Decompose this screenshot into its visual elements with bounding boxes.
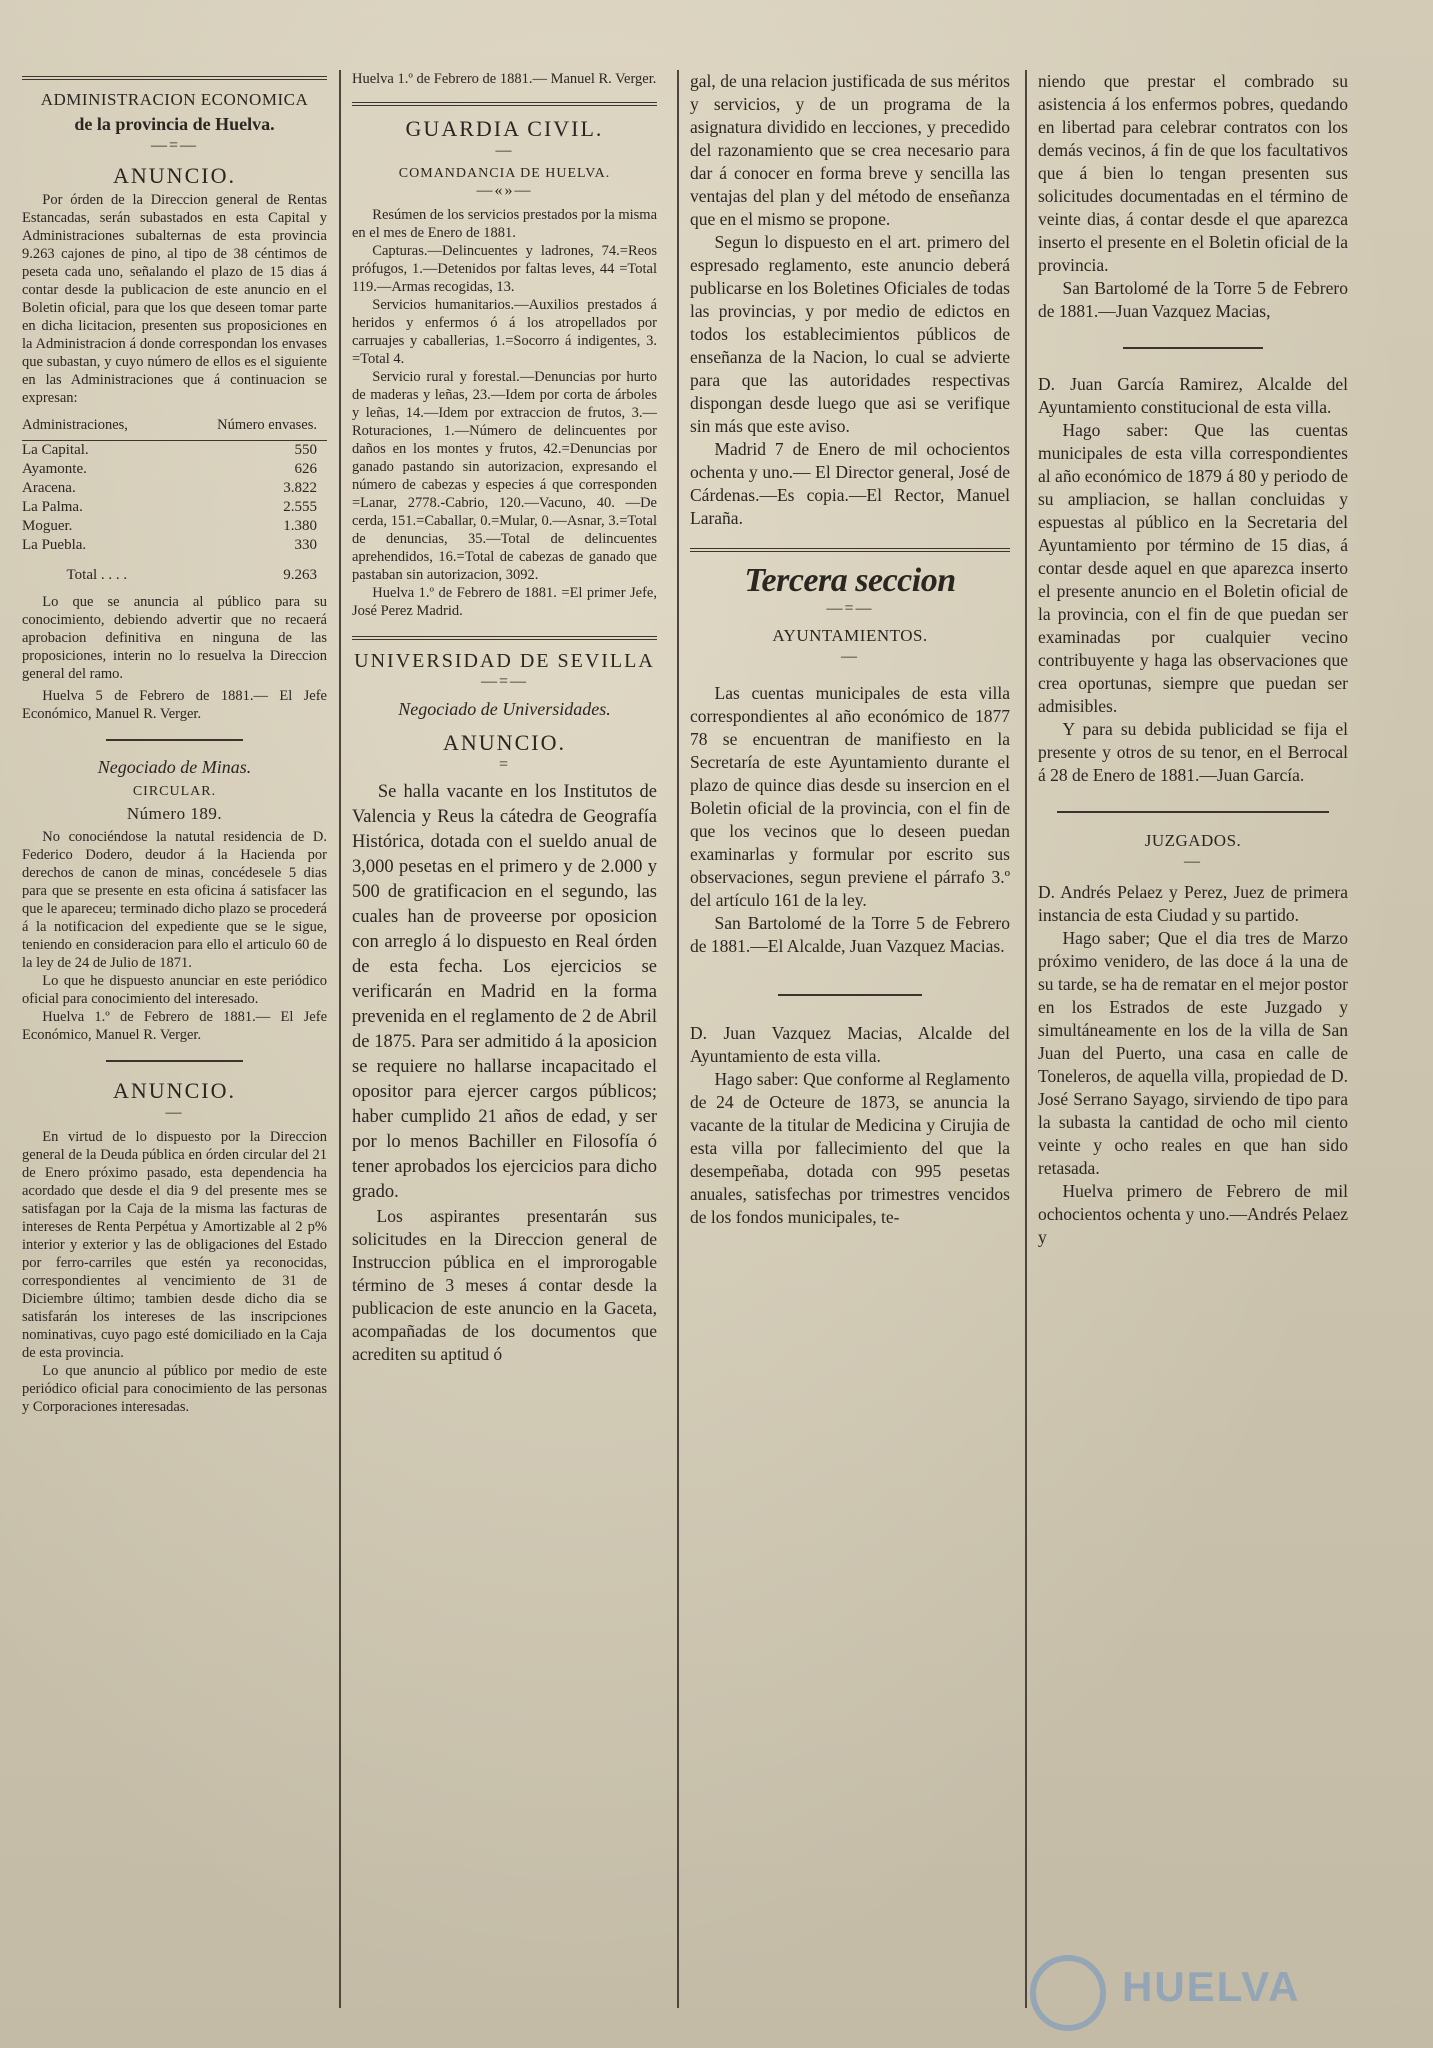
ornament-dash: —	[165, 1104, 184, 1121]
anuncio2-title: ANUNCIO.	[113, 1078, 236, 1103]
seal-icon	[1030, 1955, 1106, 2031]
section-rule	[690, 548, 1010, 552]
universidad-anuncio: ANUNCIO.	[443, 730, 566, 755]
table-row	[22, 479, 327, 498]
divider	[778, 994, 922, 996]
table-cell-name: La Capital.	[22, 442, 89, 458]
universidad-title: UNIVERSIDAD DE SEVILLA	[354, 650, 655, 672]
guardia-title: GUARDIA CIVIL.	[405, 116, 604, 141]
anuncio-title: ANUNCIO.	[113, 163, 236, 188]
juzgado-signature: Huelva primero de Febrero de mil ochocientos ochenta y uno.—Andrés Pelaez y	[1038, 1181, 1348, 1247]
table-cell-value: 2.555	[283, 499, 317, 515]
table-header-row	[22, 415, 327, 441]
table-header-admin: Administraciones,	[22, 415, 172, 441]
top-signature: Huelva 1.º de Febrero de 1881.— Manuel R. Verger.	[352, 71, 657, 87]
section-rule	[352, 636, 657, 640]
ornament-dash: —=—	[480, 673, 529, 690]
circular-number: Número 189.	[126, 804, 223, 823]
table-cell-name: La Palma.	[22, 499, 83, 515]
table-header-number: Número envases.	[172, 415, 327, 441]
juzgado-heading: D. Andrés Pelaez y Perez, Juez de primera instancia de esta Ciudad y su partido.	[1038, 882, 1348, 925]
section-subheader: de la provincia de Huelva.	[74, 114, 275, 134]
juzgado-body: Hago saber; Que el dia tres de Marzo próximo venidero, de las doce á la una de su tarde, se ha de rematar en el mejor postor en los Estrados de este Juzgado y simultáneamente en los de la villa de San Juan del Puerto, una casa en calle de Toneleros, de aquella villa, propiedad de D. José Serrano Sayago, sirviendo de tipo para la subasta la cantidad de ocho mil ciento veinte y ocho reales en que han sido retasada.	[1038, 928, 1348, 1178]
circular-label: CIRCULAR.	[132, 784, 217, 799]
table-cell-value: 1.380	[283, 518, 317, 534]
ornament-dash: =	[498, 756, 511, 773]
table-row	[22, 517, 327, 536]
comandancia-label: COMANDANCIA DE HUELVA.	[398, 166, 611, 181]
table-cell-name: La Puebla.	[22, 537, 87, 553]
column-divider	[1025, 70, 1027, 2008]
table-row	[22, 498, 327, 517]
ayuntamiento-2-heading: D. Juan Vazquez Macias, Alcalde del Ayuntamiento de esta villa.	[690, 1023, 1010, 1066]
ayuntamiento-2-body: Hago saber: Que conforme al Reglamento de 24 de Octeure de 1873, se anuncia la vacante de la titular de Medicina y Cirujia de esta villa por fallecimiento del que la desempeñaba, dotada con 995 pesetas anuales, satisfechas por trimestres vencidos de los fondos municipales, te-	[690, 1069, 1010, 1227]
column-4	[1038, 70, 1348, 2018]
divider	[1123, 347, 1263, 349]
universidad-body: Se halla vacante en los Institutos de Valencia y Reus la cátedra de Geografía Histórica, dotada con el sueldo anual de 3,000 pesetas en el primero y de 2.000 y 500 de gratificacion en el segundo, las cuales han de proveerse por oposicion con arreglo á lo dispuesto en Real órden de esta fecha. Los ejercicios se verificarán en Madrid en la forma prevenida en el reglamento de 2 de Abril de 1875. Para ser admitido á la aposicion se requiere no hallarse incapacitado el opositor para ejercer cargos públicos; haber cumplido 21 años de edad, y ser por lo menos Bachiller en Filosofía ó tener aprobados los ejercicios para dicho grado.	[352, 782, 657, 1202]
universidad-negociado: Negociado de Universidades.	[398, 699, 611, 719]
table-row	[22, 460, 327, 479]
archive-watermark	[1030, 1955, 1360, 2035]
ayuntamiento-signature: San Bartolomé de la Torre 5 de Febrero de 1881.—El Alcalde, Juan Vazquez Macias.	[690, 913, 1010, 956]
divider	[1057, 811, 1330, 813]
table-row	[22, 536, 327, 555]
guardia-signature: Huelva 1.º de Febrero de 1881. =El primer Jefe, José Perez Madrid.	[352, 585, 657, 619]
divider	[106, 1060, 243, 1062]
ornament: —«»—	[476, 182, 533, 199]
ornament-dash: —=—	[826, 600, 874, 617]
column-3	[690, 70, 1010, 2018]
ayuntamiento-3-close: Y para su debida publicidad se fija el presente y otros de su tenor, en el Berrocal á 28 de Enero de 1881.—Juan García.	[1038, 719, 1348, 785]
ornament-dash: —	[841, 648, 859, 665]
section-header: ADMINISTRACION ECONOMICA	[40, 90, 309, 109]
continuation-text: niendo que prestar el combrado su asistencia á los enfermos pobres, quedando en libertad para celebrar contratos con los demás vecinos, á fin de que los facultativos que á bien lo tengan presenten sus solicitudes documentadas en el término de veinte dias, á contar desde el que aparezca inserto el presente en el Boletin oficial de la provincia.	[1038, 71, 1348, 275]
minas-body: No conociéndose la natutal residencia de D. Federico Dodero, deudor á la Hacienda por derechos de canon de minas, concédesele 5 dias para que se presente en esta oficina á satisfacer las que le apareceu; terminado dicho plazo se procederá á la notificacion del expediente que se le sigue, teniendo en consideracion para ello el articulo 60 de la ley de 24 de Julio de 1871.	[22, 829, 327, 971]
ornament-dash: —=—	[150, 137, 199, 154]
section-rule	[352, 102, 657, 106]
table-cell-value: 3.822	[283, 480, 317, 496]
continuation-signature: San Bartolomé de la Torre 5 de Febrero de 1881.—Juan Vazquez Macias,	[1038, 278, 1348, 321]
ayuntamiento-3-body: Hago saber: Que las cuentas municipales de esta villa correspondientes al año económico de 1879 á 80 y periodo de su ampliacion, se hallan concluidas y espuestas al público en la Secretaria del Ayuntamiento por término de 15 dias, á contar desde aquel en que aparezca inserto el presente anuncio en el Boletin oficial de la provincia, con el fin de que puedan ser examinadas por cualquier vecino contribuyente y haga las observaciones que crea oportunas, siempre que puedan ser admisibles.	[1038, 420, 1348, 716]
table-cell-value: 626	[294, 461, 317, 477]
ornament-dash: —	[495, 142, 514, 159]
table-cell-name: Moguer.	[22, 518, 73, 534]
watermark-text: HUELVA	[1122, 1963, 1301, 2010]
column-2	[352, 70, 657, 2018]
minas-close: Lo que he dispuesto anunciar en este periódico oficial para conocimiento del interesado.	[22, 973, 327, 1007]
humanitarios-text: Servicios humanitarios.—Auxilios prestados á heridos y enfermos ó á los atropellados por carruajes y caballerias, 1.=Socorro á indigentes, 3. =Total 4.	[352, 297, 657, 367]
table-cell-value: 550	[294, 442, 317, 458]
table-total-value: 9.263	[283, 567, 317, 583]
column-divider	[677, 70, 679, 2008]
table-total-label: Total . . . .	[66, 567, 128, 583]
ayuntamiento-body: Las cuentas municipales de esta villa correspondientes al año económico de 1877 78 se encuentran de manifiesto en la Secretaría de este Ayuntamiento durante el plazo de quince dias desde su insercion en el Boletin oficial de la provincia, con el fin de que los vecinos que lo deseen puedan examinarlas y formular por escrito sus observaciones, segun previene el párrafo 3.º del artículo 161 de la ley.	[690, 683, 1010, 910]
continuation-text: gal, de una relacion justificada de sus méritos y servicios, y de un programa de la asignatura dividido en lecciones, y precedido del razonamiento que se crea necesario para dar á conocer en forma breve y sencilla las ventajas del plan y del método de enseñanza que en el mismo se propone.	[690, 71, 1010, 229]
anuncio-close: Lo que se anuncia al público para su conocimiento, debiendo advertir que no recaerá aprobacion definitiva en ninguna de las proposiciones, interin no lo resuelva la Direccion general del ramo.	[22, 594, 327, 682]
column-divider	[339, 70, 341, 2008]
capturas-text: Capturas.—Delincuentes y ladrones, 74.=Reos prófugos, 1.—Detenidos por faltas leves, 44 =Total 119.—Armas recogidas, 13.	[352, 243, 657, 295]
column-1	[22, 70, 327, 2018]
minas-signature: Huelva 1.º de Febrero de 1881.— El Jefe Económico, Manuel R. Verger.	[22, 1009, 327, 1043]
table-cell-value: 330	[294, 537, 317, 553]
ayuntamientos-title: AYUNTAMIENTOS.	[772, 626, 928, 645]
continuation-text-2: Segun lo dispuesto en el art. primero del espresado reglamento, este anuncio deberá publicarse en los Boletines Oficiales de todas las provincias, y por medio de edictos en todos los establecimientos públicos de enseñanza de la Nacion, lo cual se advierte para que las autoridades respectivas dispongan desde luego que asi se verifique sin más que este aviso.	[690, 232, 1010, 436]
ornament-dash: —	[1184, 853, 1202, 870]
resumen-text: Resúmen de los servicios prestados por la misma en el mes de Enero de 1881.	[352, 207, 657, 241]
divider	[106, 739, 243, 741]
table-cell-name: Ayamonte.	[22, 461, 87, 477]
minas-title: Negociado de Minas.	[97, 757, 252, 777]
continuation-signature: Madrid 7 de Enero de mil ochocientos ochenta y uno.— El Director general, José de Cárdenas.—Es copia.—El Rector, Manuel Laraña.	[690, 439, 1010, 528]
section-rule	[22, 76, 327, 80]
universidad-body-2: Los aspirantes presentarán sus solicitudes en la Direccion general de Instruccion pública en el improrogable término de 3 meses á contar desde la publicacion de este anuncio en la Gaceta, acompañadas de los documentos que acrediten su aptitud ó	[352, 1206, 657, 1364]
anuncio2-close: Lo que anuncio al público por medio de este periódico oficial para conocimiento de las personas y Corporaciones interesadas.	[22, 1363, 327, 1415]
rural-text: Servicio rural y forestal.—Denuncias por hurto de maderas y leñas, 23.—Idem por corta de árboles y leñas, 14.—Idem por extraccion de frutos, 3.—Roturaciones, 1.—Número de delincuentes por daños en los montes y frutos, 42.=Denuncias por ganado pastando sin autorizacion, expresando el número de cabezas y especies á que corresponden =Lanar, 2778.-Cabrio, 120.—Vacuno, 40. —De cerda, 151.=Caballar, 0.=Mular, 0.—Asnar, 3.=Total de denuncias, 35.—Total de delincuentes aprehendidos, 16.=Total de cabezas de ganado que pastaban sin autorizacion, 3092.	[352, 369, 657, 583]
table-row	[22, 441, 327, 461]
tercera-seccion-title: Tercera seccion	[744, 562, 956, 599]
ayuntamiento-3-heading: D. Juan García Ramirez, Alcalde del Ayuntamiento constitucional de esta villa.	[1038, 374, 1348, 417]
anuncio2-body: En virtud de lo dispuesto por la Direccion general de la Deuda pública en órden circular del 21 de Enero próximo pasado, esta dependencia ha acordado que desde el dia 9 del presente mes se satisfagan por la Caja de la misma las facturas de intereses de Renta Perpétua y Amortizable al 2 p% interior y exterior y las de obligaciones del Estado por ferro-carriles que estén ya reconocidas, correspondientes al vencimiento de 31 de Diciembre último; tambien desde dicho dia se satisfarán los intereses de las inscripciones nominativas, cuyo pago esté domiciliado en la Caja de esta provincia.	[22, 1129, 327, 1361]
table-total-row	[22, 555, 327, 585]
juzgados-title: JUZGADOS.	[1144, 831, 1242, 850]
table-cell-name: Aracena.	[22, 480, 76, 496]
envases-table	[22, 415, 327, 585]
anuncio-signature: Huelva 5 de Febrero de 1881.— El Jefe Económico, Manuel R. Verger.	[22, 688, 327, 722]
anuncio-body: Por órden de la Direccion general de Rentas Estancadas, serán subastados en esta Capital y Administraciones subalternas de esta provincia 9.263 cajones de pino, al tipo de 38 céntimos de peseta cada uno, señalando el plazo de 15 dias á contar desde la publicacion de este anuncio en el Boletin oficial, para que los que deseen tomar parte en dicha licitacion, presenten sus proposiciones en la Administracion á donde correspondan los envases que subastan, y cuyo número de ellos es el siguiente en las Administraciones que á continuacion se expresan:	[22, 192, 327, 406]
